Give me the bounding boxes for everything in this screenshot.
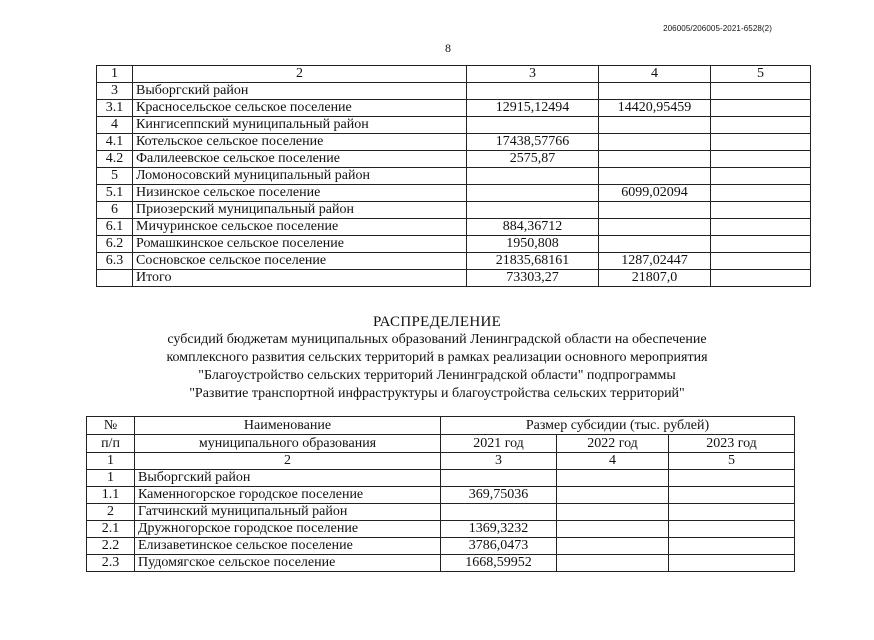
- row-name-cell: Сосновское сельское поселение: [133, 253, 467, 270]
- column-number-1: 1: [97, 66, 133, 83]
- column-number-3: 3: [467, 66, 599, 83]
- value-cell-col5: [711, 236, 811, 253]
- table-row: [97, 236, 811, 253]
- table-row: [97, 83, 811, 100]
- row-name-cell: Кингисеппский муниципальный район: [133, 117, 467, 134]
- header-subsidy-label: Размер субсидии (тыс. рублей): [441, 417, 795, 435]
- value-cell-col3: [467, 202, 599, 219]
- value-cell-col5: [711, 83, 811, 100]
- section-subtitle-line: "Развитие транспортной инфраструктуры и благоустройства сельских территорий": [189, 386, 685, 401]
- row-name-cell: Фалилеевское сельское поселение: [133, 151, 467, 168]
- row-number-cell: 4: [97, 117, 133, 134]
- distribution-table-continued: [96, 65, 811, 287]
- value-cell-col3: [441, 504, 557, 521]
- value-cell-col3: 369,75036: [441, 487, 557, 504]
- value-cell-col4: 1287,02447: [599, 253, 711, 270]
- row-name-cell: Красносельское сельское поселение: [133, 100, 467, 117]
- value-cell-col4: [599, 168, 711, 185]
- row-name-cell: Приозерский муниципальный район: [133, 202, 467, 219]
- table-row: [87, 538, 795, 555]
- value-cell-col4: 6099,02094: [599, 185, 711, 202]
- value-cell-col4: [599, 236, 711, 253]
- section-title: РАСПРЕДЕЛЕНИЕ: [372, 314, 502, 330]
- value-cell-col4: [599, 134, 711, 151]
- value-cell-col5: [669, 521, 795, 538]
- column-number-5: 5: [669, 453, 795, 470]
- row-name-cell: Каменногорское городское поселение: [135, 487, 441, 504]
- row-number-cell: 1: [87, 470, 135, 487]
- value-cell-col3: 3786,0473: [441, 538, 557, 555]
- row-number-cell: 2.2: [87, 538, 135, 555]
- row-number-cell: 6: [97, 202, 133, 219]
- table-row: [87, 487, 795, 504]
- value-cell-col5: [711, 151, 811, 168]
- value-cell-col5: [669, 487, 795, 504]
- table-header-row: [97, 66, 811, 83]
- column-number-2: 2: [135, 453, 441, 470]
- subsidy-distribution-table: [86, 416, 795, 572]
- value-cell-col5: [711, 100, 811, 117]
- row-number-cell: 6.3: [97, 253, 133, 270]
- section-subtitle-line: комплексного развития сельских территорий в рамках реализации основного мероприятия: [166, 350, 708, 365]
- row-number-cell: 5: [97, 168, 133, 185]
- value-cell-col4: [557, 487, 669, 504]
- value-cell-col5: [669, 504, 795, 521]
- section-subtitle-line: "Благоустройство сельских территорий Ленинградской области" подпрограммы: [198, 368, 676, 383]
- row-name-cell: Котельское сельское поселение: [133, 134, 467, 151]
- page-number: 8: [445, 41, 451, 55]
- table-row: [87, 470, 795, 487]
- value-cell-col3: 12915,12494: [467, 100, 599, 117]
- value-cell-col3: 1668,59952: [441, 555, 557, 572]
- value-cell-col4: [599, 117, 711, 134]
- value-cell-col5: [669, 538, 795, 555]
- header-name-sub: муниципального образования: [135, 435, 441, 453]
- value-cell-col4: [557, 538, 669, 555]
- table-row: [97, 219, 811, 236]
- value-cell-col4: [599, 219, 711, 236]
- value-cell-col5: [711, 134, 811, 151]
- row-name-cell: Ломоносовский муниципальный район: [133, 168, 467, 185]
- table-row: [97, 270, 811, 287]
- value-cell-col3: 1369,3232: [441, 521, 557, 538]
- row-number-cell: 6.1: [97, 219, 133, 236]
- table-row: [97, 100, 811, 117]
- value-cell-col4: [599, 151, 711, 168]
- row-number-cell: 5.1: [97, 185, 133, 202]
- row-name-cell: Итого: [133, 270, 467, 287]
- row-number-cell: [97, 270, 133, 287]
- value-cell-col5: [711, 270, 811, 287]
- value-cell-col4: [599, 83, 711, 100]
- header-number-sub: п/п: [87, 435, 135, 453]
- column-number-3: 3: [441, 453, 557, 470]
- document-id: 206005/206005-2021-6528(2): [663, 24, 772, 33]
- table-row: [97, 117, 811, 134]
- table-row: [87, 504, 795, 521]
- value-cell-col3: [441, 470, 557, 487]
- value-cell-col4: [599, 202, 711, 219]
- column-number-1: 1: [87, 453, 135, 470]
- row-number-cell: 2: [87, 504, 135, 521]
- value-cell-col3: 21835,68161: [467, 253, 599, 270]
- value-cell-col5: [711, 168, 811, 185]
- row-name-cell: Выборгский район: [133, 83, 467, 100]
- header-number-label: №: [87, 417, 135, 435]
- value-cell-col4: [557, 555, 669, 572]
- table-row: [87, 521, 795, 538]
- row-number-cell: 6.2: [97, 236, 133, 253]
- row-number-cell: 3: [97, 83, 133, 100]
- header-year-2023: 2023 год: [669, 435, 795, 453]
- value-cell-col5: [711, 253, 811, 270]
- column-number-4: 4: [557, 453, 669, 470]
- value-cell-col3: 2575,87: [467, 151, 599, 168]
- value-cell-col3: [467, 117, 599, 134]
- row-name-cell: Мичуринское сельское поселение: [133, 219, 467, 236]
- table-header-row: [87, 435, 795, 453]
- row-name-cell: Гатчинский муниципальный район: [135, 504, 441, 521]
- table-header-row: [87, 417, 795, 435]
- column-numbers-row: [87, 453, 795, 470]
- table-row: [97, 185, 811, 202]
- value-cell-col5: [711, 185, 811, 202]
- table-row: [97, 202, 811, 219]
- row-number-cell: 3.1: [97, 100, 133, 117]
- row-name-cell: Низинское сельское поселение: [133, 185, 467, 202]
- value-cell-col5: [711, 219, 811, 236]
- column-number-4: 4: [599, 66, 711, 83]
- row-number-cell: 4.1: [97, 134, 133, 151]
- column-number-2: 2: [133, 66, 467, 83]
- row-name-cell: Пудомягское сельское поселение: [135, 555, 441, 572]
- section-subtitle-line: субсидий бюджетам муниципальных образований Ленинградской области на обеспечение: [167, 332, 707, 347]
- value-cell-col5: [669, 555, 795, 572]
- value-cell-col3: 1950,808: [467, 236, 599, 253]
- row-name-cell: Выборгский район: [135, 470, 441, 487]
- value-cell-col3: [467, 83, 599, 100]
- header-name-label: Наименование: [135, 417, 441, 435]
- table-row: [97, 134, 811, 151]
- value-cell-col3: 73303,27: [467, 270, 599, 287]
- row-name-cell: Елизаветинское сельское поселение: [135, 538, 441, 555]
- value-cell-col3: 884,36712: [467, 219, 599, 236]
- value-cell-col3: 17438,57766: [467, 134, 599, 151]
- row-number-cell: 4.2: [97, 151, 133, 168]
- column-number-5: 5: [711, 66, 811, 83]
- row-name-cell: Ромашкинское сельское поселение: [133, 236, 467, 253]
- table-row: [87, 555, 795, 572]
- value-cell-col5: [669, 470, 795, 487]
- value-cell-col4: [557, 504, 669, 521]
- value-cell-col3: [467, 168, 599, 185]
- value-cell-col4: 21807,0: [599, 270, 711, 287]
- table-row: [97, 168, 811, 185]
- row-number-cell: 2.3: [87, 555, 135, 572]
- value-cell-col4: [557, 521, 669, 538]
- table-row: [97, 151, 811, 168]
- value-cell-col5: [711, 202, 811, 219]
- row-number-cell: 1.1: [87, 487, 135, 504]
- header-year-2021: 2021 год: [441, 435, 557, 453]
- value-cell-col5: [711, 117, 811, 134]
- value-cell-col3: [467, 185, 599, 202]
- header-year-2022: 2022 год: [557, 435, 669, 453]
- value-cell-col4: [557, 470, 669, 487]
- value-cell-col4: 14420,95459: [599, 100, 711, 117]
- table-row: [97, 253, 811, 270]
- row-number-cell: 2.1: [87, 521, 135, 538]
- row-name-cell: Дружногорское городское поселение: [135, 521, 441, 538]
